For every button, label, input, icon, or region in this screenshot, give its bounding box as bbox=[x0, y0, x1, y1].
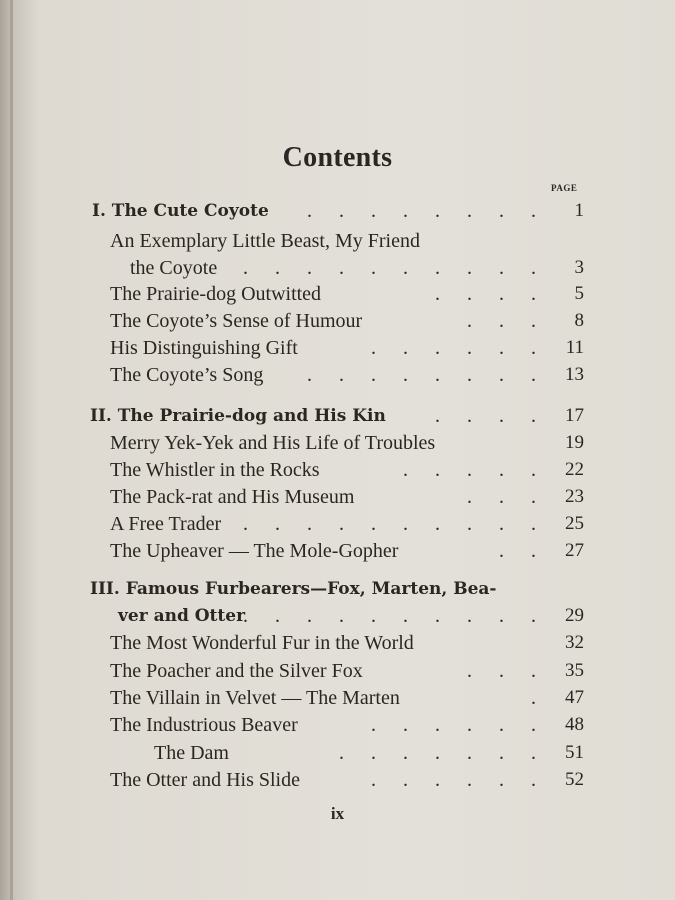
toc-leader-dots: . . . . bbox=[435, 283, 547, 305]
toc-leader-dots: . . . bbox=[467, 660, 547, 682]
toc-page-number: 47 bbox=[565, 687, 584, 708]
toc-page-number: 19 bbox=[565, 432, 584, 453]
toc-section-title: The Poacher and the Silver Fox bbox=[110, 660, 363, 682]
toc-page-number: 11 bbox=[565, 337, 584, 358]
toc-section-title: The Upheaver — The Mole-Gopher bbox=[110, 540, 399, 562]
toc-entry bbox=[0, 403, 675, 429]
toc-page-number: 48 bbox=[565, 714, 584, 735]
toc-entry bbox=[0, 603, 675, 629]
toc-page-number: 32 bbox=[565, 632, 584, 653]
toc-section-title: The Industrious Beaver bbox=[110, 714, 298, 736]
toc-entry bbox=[0, 457, 675, 483]
toc-leader-dots: . . . . . . . . . . bbox=[243, 257, 547, 279]
toc-entry bbox=[0, 685, 675, 711]
toc-page-number: 5 bbox=[574, 283, 584, 304]
toc-section-title: The Pack-rat and His Museum bbox=[110, 486, 355, 508]
toc-leader-dots: . . . . . . bbox=[371, 769, 547, 791]
toc-entry bbox=[0, 335, 675, 361]
toc-page-number: 52 bbox=[565, 769, 584, 790]
toc-entry bbox=[0, 767, 675, 793]
toc-section-title: The Prairie-dog Outwitted bbox=[110, 283, 322, 305]
toc-entry bbox=[0, 308, 675, 334]
toc-section-title: The Villain in Velvet — The Marten bbox=[110, 687, 400, 709]
toc-leader-dots: . . . . . . . . . . bbox=[243, 605, 547, 627]
toc-entry bbox=[0, 198, 675, 224]
toc-leader-dots: . . . . . bbox=[403, 459, 547, 481]
toc-page-number: 25 bbox=[565, 513, 584, 534]
toc-entry bbox=[0, 658, 675, 684]
toc-section-title: His Distinguishing Gift bbox=[110, 337, 298, 359]
toc-leader-dots: . bbox=[531, 687, 547, 709]
toc-entry bbox=[0, 511, 675, 537]
toc-leader-dots: . . . . . . . . bbox=[307, 364, 547, 386]
toc-section-title: the Coyote bbox=[130, 257, 218, 279]
toc-page-number: 51 bbox=[565, 742, 584, 763]
toc-section-title: The Whistler in the Rocks bbox=[110, 459, 320, 481]
toc-page-number: 35 bbox=[565, 660, 584, 681]
toc-page-number: 13 bbox=[565, 364, 584, 385]
toc-section-title: The Most Wonderful Fur in the World bbox=[110, 632, 414, 654]
toc-section-title: The Coyote’s Sense of Humour bbox=[110, 310, 363, 332]
toc-section-title: Merry Yek-Yek and His Life of Troubles bbox=[110, 432, 436, 454]
toc-leader-dots: . . . . . . bbox=[371, 714, 547, 736]
toc-page-number: 22 bbox=[565, 459, 584, 480]
page-folio: ix bbox=[330, 804, 345, 823]
page-column-label: PAGE bbox=[551, 183, 578, 193]
toc-section-title: The Dam bbox=[154, 742, 229, 764]
toc-leader-dots: . . bbox=[499, 540, 547, 562]
toc-section-title: The Coyote’s Song bbox=[110, 364, 264, 386]
toc-page-number: 17 bbox=[565, 405, 584, 426]
toc-leader-dots: . . . . bbox=[435, 405, 547, 427]
toc-page-number: 29 bbox=[565, 605, 584, 626]
toc-entry bbox=[0, 630, 675, 656]
toc-entry bbox=[0, 538, 675, 564]
toc-page-number: 23 bbox=[565, 486, 584, 507]
toc-page-number: 8 bbox=[574, 310, 584, 331]
toc-section-title: An Exemplary Little Beast, My Friend bbox=[110, 230, 420, 252]
toc-entry bbox=[0, 362, 675, 388]
toc-chapter-title: III. Famous Furbearers—Fox, Marten, Bea- bbox=[90, 579, 497, 599]
toc-page-number: 1 bbox=[574, 200, 584, 221]
toc-leader-dots: . . . . . . . . bbox=[307, 200, 547, 222]
toc-chapter-title: I. The Cute Coyote bbox=[92, 201, 269, 221]
toc-entry bbox=[0, 484, 675, 510]
toc-entry bbox=[0, 281, 675, 307]
toc-chapter-title: II. The Prairie-dog and His Kin bbox=[90, 406, 386, 426]
toc-section-title: The Otter and His Slide bbox=[110, 769, 300, 791]
toc-entry bbox=[0, 430, 675, 456]
toc-leader-dots: . . . . . . bbox=[371, 337, 547, 359]
toc-entry bbox=[0, 228, 675, 254]
page-title: Contents bbox=[282, 142, 393, 173]
toc-chapter-title: ver and Otter bbox=[118, 606, 246, 626]
toc-entry bbox=[0, 712, 675, 738]
toc-leader-dots: . . . bbox=[467, 310, 547, 332]
toc-page-number: 3 bbox=[574, 257, 584, 278]
toc-page-number: 27 bbox=[565, 540, 584, 561]
toc-leader-dots: . . . bbox=[467, 486, 547, 508]
toc-section-title: A Free Trader bbox=[110, 513, 222, 535]
toc-leader-dots: . . . . . . . bbox=[339, 742, 547, 764]
toc-entry bbox=[0, 255, 675, 281]
toc-entry bbox=[0, 740, 675, 766]
toc-leader-dots: . . . . . . . . . . bbox=[243, 513, 547, 535]
toc-entry bbox=[0, 576, 675, 602]
